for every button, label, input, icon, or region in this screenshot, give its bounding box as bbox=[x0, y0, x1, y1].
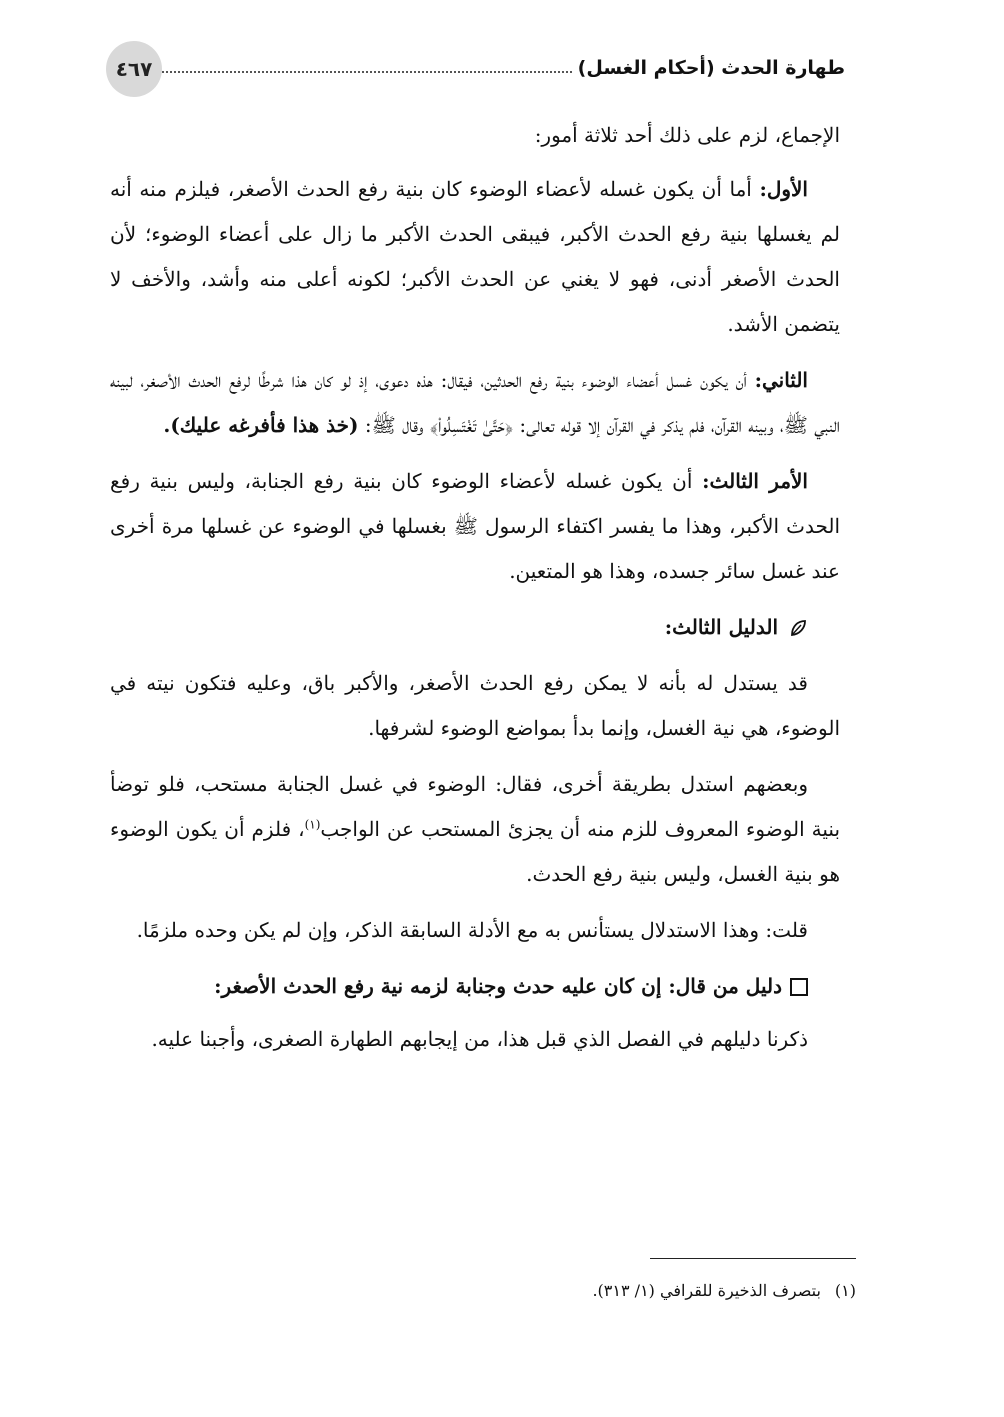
paragraph-sixth bbox=[110, 762, 840, 897]
leaf-ornament-icon bbox=[788, 618, 808, 638]
fifth-text: قد يستدل له بأنه لا يمكن رفع الحدث الأصغر، والأكبر باق، وعليه فتكون نيته في الوضوء، هي نية الغسل، وإنما بدأ بمواضع الوضوء لشرفها. bbox=[110, 671, 840, 740]
second-mid: وقال ﷺ: bbox=[358, 413, 430, 437]
boxed-heading-text: دليل من قال: إن كان عليه حدث وجنابة لزمه نية رفع الحدث الأصغر: bbox=[214, 974, 782, 998]
footnote-number: (١) bbox=[834, 1281, 856, 1300]
footnote-text: بتصرف الذخيرة للقرافي (١/ ٣١٣). bbox=[592, 1281, 821, 1300]
footnote-reference: (١) bbox=[304, 817, 321, 832]
footnote-divider bbox=[650, 1258, 856, 1259]
square-bullet-icon bbox=[790, 978, 808, 996]
intro-text: الإجماع، لزم على ذلك أحد ثلاثة أمور: bbox=[534, 123, 840, 147]
paragraph-seventh bbox=[110, 908, 840, 953]
third-lead: الأمر الثالث: bbox=[702, 469, 808, 493]
eighth-text: ذكرنا دليلهم في الفصل الذي قبل هذا، من إيجابهم الطهارة الصغرى، وأجبنا عليه. bbox=[151, 1027, 808, 1051]
main-text bbox=[110, 113, 840, 1073]
running-header bbox=[105, 38, 845, 98]
running-title: طهارة الحدث (أحكام الغسل) bbox=[577, 57, 845, 79]
hadith-quote: (خذ هذا فأفرغه عليك). bbox=[163, 413, 359, 437]
second-lead: الثاني: bbox=[754, 368, 808, 392]
header-dotted-leader bbox=[119, 71, 572, 73]
first-lead: الأول: bbox=[759, 177, 808, 201]
paragraph-second bbox=[110, 358, 840, 448]
boxed-heading bbox=[110, 964, 840, 1009]
quran-quote: ﴿حَتَّىٰ تَغْتَسِلُواْ﴾ bbox=[429, 413, 514, 437]
first-text: أما أن يكون غسله لأعضاء الوضوء كان بنية رفع الحدث الأصغر، فيلزم منه أنه لم يغسلها بنية رفع الحدث الأكبر، فيبقى الحدث الأكبر ما زال على أعضاء الوضوء؛ لأن الحدث الأصغر أدنى، فهو لا يغني عن الحدث الأكبر؛ لكونه أعلى منه وأشد، والأخف لا يتضمن الأشد. bbox=[110, 177, 840, 336]
paragraph-third bbox=[110, 459, 840, 594]
subheading-text: الدليل الثالث: bbox=[664, 615, 778, 639]
sixth-text-a: وبعضهم استدل بطريقة أخرى، فقال: الوضوء في غسل الجنابة مستحب، فلو توضأ بنية الوضوء المعروف للزم منه أن يجزئ المستحب عن الواجب bbox=[110, 772, 841, 841]
paragraph-eighth bbox=[110, 1017, 840, 1062]
third-text: أن يكون غسله لأعضاء الوضوء كان بنية رفع الجنابة، وليس بنية رفع الحدث الأكبر، وهذا ما يفسر اكتفاء الرسول ﷺ بغسلها في الوضوء عن غسلها مرة أخرى عند غسل سائر جسده، وهذا هو المتعين. bbox=[110, 469, 840, 583]
page-number: ٤٦٧ bbox=[106, 41, 162, 97]
paragraph-intro bbox=[110, 113, 840, 158]
subheading-third-evidence bbox=[110, 605, 840, 650]
sixth-text-b: ، فلزم أن يكون الوضوء هو بنية الغسل، وليس بنية رفع الحدث. bbox=[110, 817, 840, 886]
footnote bbox=[592, 1277, 856, 1305]
paragraph-first bbox=[110, 167, 840, 347]
second-text: أن يكون غسل أعضاء الوضوء بنية رفع الحدثين، فيقال: هذه دعوى، إذ لو كان هذا شرطًا لرفع الحدث الأصغر، لبينه النبي ﷺ، وبينه القرآن، فلم يذكر في القرآن إلا قوله تعالى: bbox=[110, 368, 840, 437]
paragraph-fifth bbox=[110, 661, 840, 751]
seventh-text: قلت: وهذا الاستدلال يستأنس به مع الأدلة السابقة الذكر، وإن لم يكن وحده ملزمًا. bbox=[136, 918, 808, 942]
